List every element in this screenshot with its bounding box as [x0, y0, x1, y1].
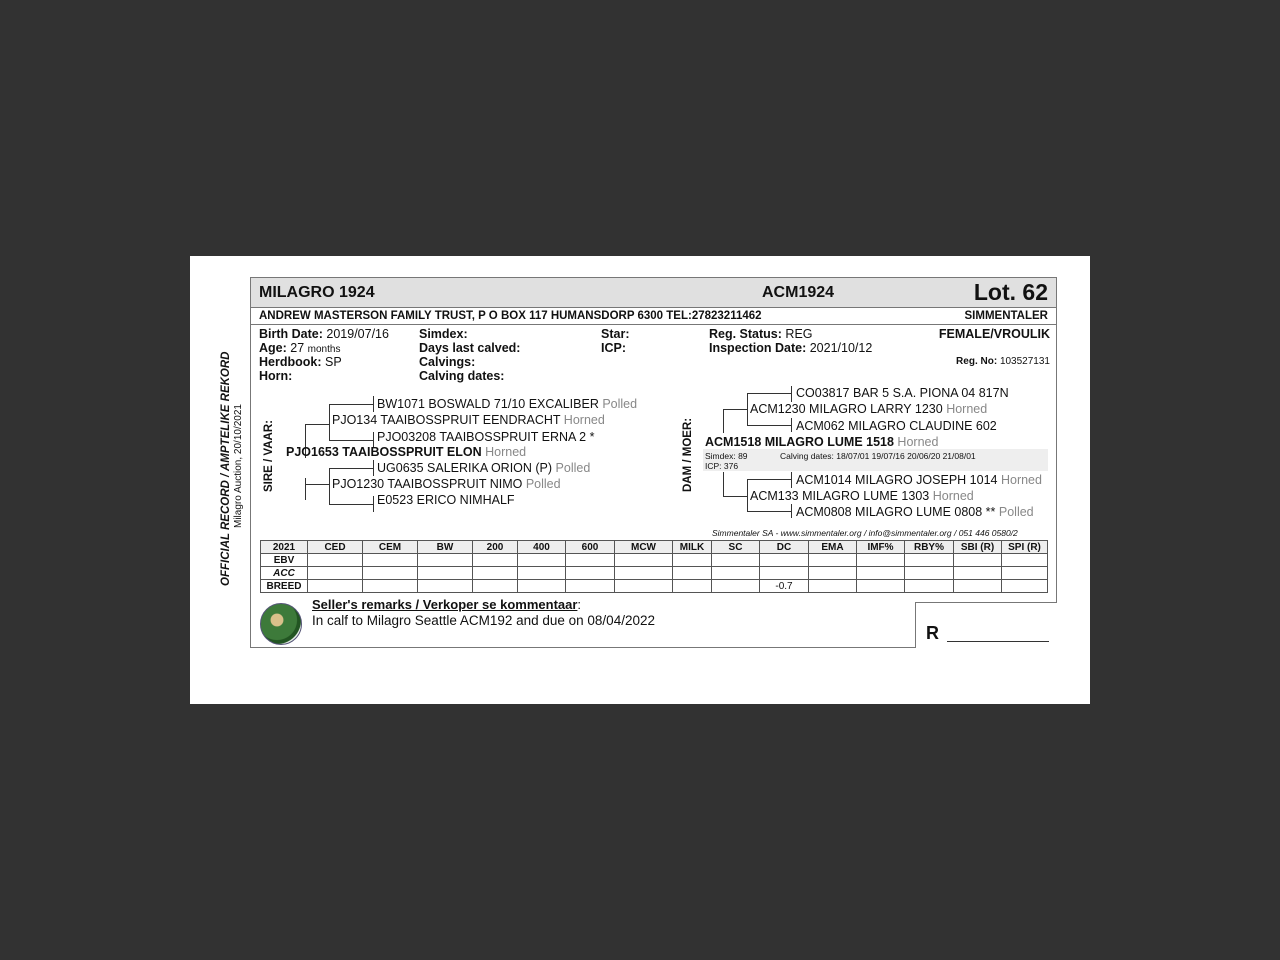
col-400: 400 [518, 541, 566, 554]
col-rby: RBY% [905, 541, 954, 554]
dam-simdex: Simdex: 89 [705, 451, 748, 461]
breed-name: SIMMENTALER [964, 310, 1048, 322]
col-ema: EMA [809, 541, 857, 554]
age: Age: 27 months [259, 341, 341, 355]
animal-name: MILAGRO 1924 [259, 284, 375, 301]
dam-dam-dam: ACM0808 MILAGRO LUME 0808 ** Polled [796, 505, 1034, 519]
days-last-calved: Days last calved: [419, 341, 521, 355]
remarks-text: In calf to Milagro Seattle ACM192 and due on 08/04/2022 [312, 613, 655, 628]
inspection-date: Inspection Date: 2021/10/12 [709, 341, 873, 355]
col-600: 600 [566, 541, 615, 554]
col-dc: DC [760, 541, 809, 554]
ebv-row [261, 554, 1048, 567]
dam-icp: ICP: 376 [705, 461, 739, 471]
row-label: BREED [261, 580, 308, 593]
society-logo [260, 603, 302, 645]
dam-dam-sire: ACM1014 MILAGRO JOSEPH 1014 Horned [796, 473, 1042, 487]
dam-calving-dates: Calving dates: 18/07/01 19/07/16 20/06/20 21/08/01 [780, 451, 976, 461]
sire-sire-dam: PJO03208 TAAIBOSSPRUIT ERNA 2 * [377, 430, 595, 444]
row-label: EBV [261, 554, 308, 567]
sire-animal: PJO1653 TAAIBOSSPRUIT ELON Horned [286, 445, 527, 459]
dam-animal: ACM1518 MILAGRO LUME 1518 Horned [705, 435, 939, 449]
horn: Horn: [259, 369, 293, 383]
price-line [947, 641, 1049, 642]
herdbook: Herdbook: SP [259, 355, 342, 369]
col-spi: SPI (R) [1002, 541, 1048, 554]
row-label: ACC [261, 567, 308, 580]
col-cem: CEM [363, 541, 418, 554]
side-title: OFFICIAL RECORD / AMPTELIKE REKORD [220, 351, 232, 586]
birth-date: Birth Date: 2019/07/16 [259, 327, 389, 341]
dam-label: DAM / MOER: [682, 417, 694, 492]
animal-id: ACM1924 [762, 284, 835, 301]
dam-dam: ACM133 MILAGRO LUME 1303 Horned [750, 489, 974, 503]
ebv-year: 2021 [261, 541, 308, 554]
lot-card [190, 256, 1090, 704]
col-200: 200 [473, 541, 518, 554]
col-sbi: SBI (R) [954, 541, 1002, 554]
reg-status: Reg. Status: REG [709, 327, 813, 341]
dam-sire-dam: ACM062 MILAGRO CLAUDINE 602 [796, 419, 997, 433]
breed-row: BREED -0.7 [261, 580, 1048, 593]
header-bar [250, 277, 1057, 308]
sire-dam: PJO1230 TAAIBOSSPRUIT NIMO Polled [332, 477, 561, 491]
simdex: Simdex: [419, 327, 468, 341]
sire-sire: PJO134 TAAIBOSSPRUIT EENDRACHT Horned [332, 413, 605, 427]
sire-sire-sire: BW1071 BOSWALD 71/10 EXCALIBER Polled [377, 397, 638, 411]
reg-number: Reg. No: 103527131 [956, 356, 1050, 367]
sire-dam-dam: E0523 ERICO NIMHALF [377, 493, 515, 507]
col-sc: SC [712, 541, 760, 554]
col-mcw: MCW [615, 541, 673, 554]
col-milk: MILK [673, 541, 712, 554]
price-label: R [926, 623, 939, 643]
star: Star: [601, 327, 630, 341]
ebv-table [260, 540, 1048, 593]
calvings: Calvings: [419, 355, 476, 369]
calving-dates: Calving dates: [419, 369, 505, 383]
ebv-header-row [261, 541, 1048, 554]
side-subtitle: Milagro Auction, 20/10/2021 [233, 404, 244, 528]
acc-row [261, 567, 1048, 580]
sire-label: SIRE / VAAR: [263, 420, 275, 492]
col-ced: CED [308, 541, 363, 554]
lot-number: Lot. 62 [973, 279, 1048, 305]
icp: ICP: [601, 341, 626, 355]
remarks-heading: Seller's remarks / Verkoper se kommentaar: [312, 597, 582, 612]
sire-dam-sire: UG0635 SALERIKA ORION (P) Polled [377, 461, 591, 475]
col-imf: IMF% [857, 541, 905, 554]
owner-details: ANDREW MASTERSON FAMILY TRUST, P O BOX 117 HUMANSDORP 6300 TEL:27823211462 [259, 310, 762, 322]
sex: FEMALE/VROULIK [938, 327, 1050, 341]
contact-line: Simmentaler SA - www.simmentaler.org / info@simmentaler.org / 051 446 0580/2 [712, 528, 1018, 538]
owner-bar [250, 308, 1057, 325]
dam-sire-sire: CO03817 BAR 5 S.A. PIONA 04 817N [796, 386, 1009, 400]
dam-sire: ACM1230 MILAGRO LARRY 1230 Horned [750, 402, 988, 416]
col-bw: BW [418, 541, 473, 554]
